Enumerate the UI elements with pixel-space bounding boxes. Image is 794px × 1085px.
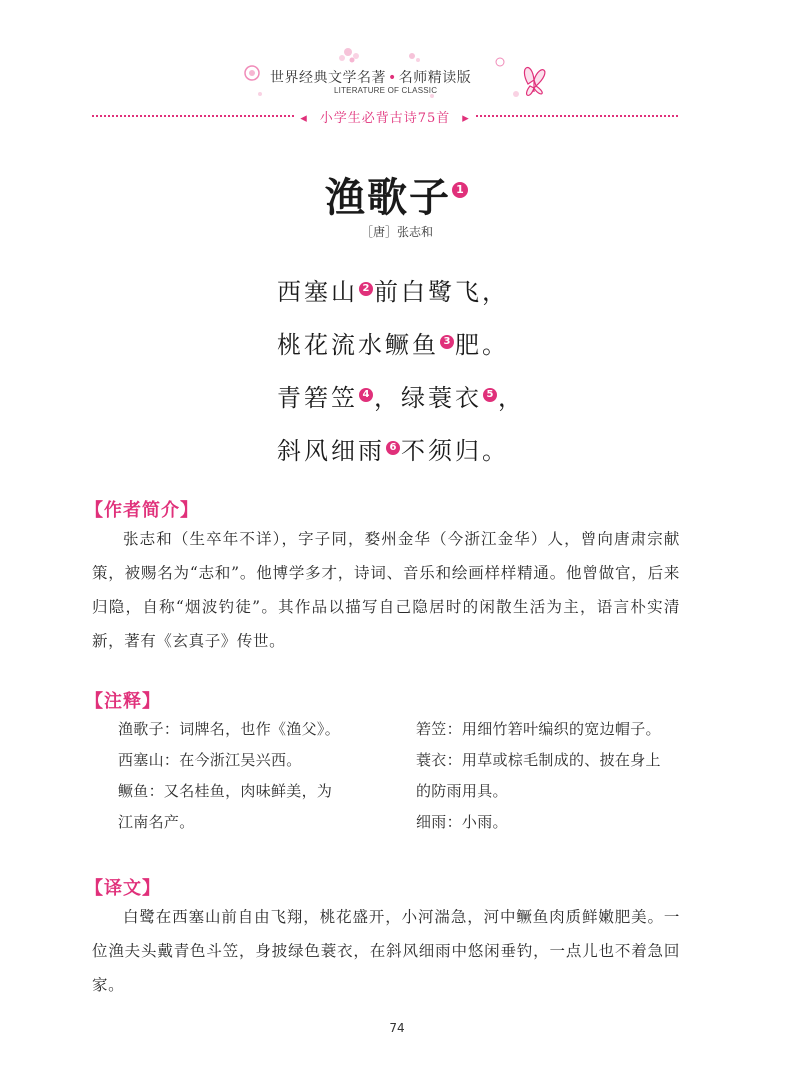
ribbon-label-wrap — [92, 107, 678, 126]
series-english: LITERATURE OF CLASSIC — [334, 86, 438, 95]
poem-text: 青箬笠 — [277, 384, 358, 412]
series-suffix: 名师精读版 — [398, 70, 472, 86]
note-item: 西塞山：在今浙江吴兴西。 — [118, 751, 302, 769]
series-title — [270, 67, 530, 87]
translation-paragraph — [92, 900, 680, 1002]
note-marker-3: 3 — [440, 335, 454, 349]
poem-text: ，绿蓑衣 — [374, 384, 482, 412]
poem-text: 前白鹭飞， — [374, 278, 509, 306]
page-header — [0, 0, 794, 130]
poem-line — [277, 431, 597, 484]
notes-right-column — [416, 714, 686, 838]
note-marker-5: 5 — [483, 388, 497, 402]
poem-line — [277, 378, 597, 431]
author-intro-paragraph — [92, 522, 680, 658]
note-marker-1: 1 — [452, 182, 468, 198]
book-title: 小学生必背古诗75首 — [314, 111, 457, 126]
poem-body — [277, 272, 597, 484]
note-marker-6: 6 — [386, 441, 400, 455]
translation-text: 白鹭在西塞山前自由飞翔，桃花盛开，小河湍急，河中鳜鱼肉质鲜嫩肥美。一位渔夫头戴青色斗笠，身披绿色蓑衣，在斜风细雨中悠闲垂钓，一点儿也不着急回家。 — [92, 908, 680, 994]
poem-text: 不须归。 — [401, 437, 509, 465]
poem-text: ， — [498, 384, 525, 412]
note-item: 江南名产。 — [118, 813, 195, 831]
poem-title — [0, 166, 794, 223]
poem-text: 桃花流水鳜鱼 — [277, 331, 439, 359]
note-marker-4: 4 — [359, 388, 373, 402]
poem-line — [277, 272, 597, 325]
poem-title-text: 渔歌子 — [325, 174, 451, 221]
poem-text: 西塞山 — [277, 278, 358, 306]
notes-heading: 【注释】 — [85, 691, 161, 712]
poem-text: 斜风细雨 — [277, 437, 385, 465]
note-item: 箬笠：用细竹箬叶编织的宽边帽子。 — [416, 720, 661, 738]
translation-heading: 【译文】 — [85, 878, 161, 899]
ribbon-left-ornament: ◂ — [294, 111, 314, 126]
poem-author: ［唐］张志和 — [360, 225, 433, 239]
page-number: 74 — [389, 1021, 405, 1035]
ribbon-right-ornament: ▸ — [456, 111, 476, 126]
author-intro-heading: 【作者简介】 — [85, 500, 199, 521]
note-item: 的防雨用具。 — [416, 782, 508, 800]
series-title-text: 世界经典文学名著 — [270, 70, 386, 86]
note-item: 蓑衣：用草或棕毛制成的、披在身上 — [416, 751, 661, 769]
separator-dot: • — [388, 70, 397, 86]
book-title-ribbon — [92, 107, 678, 126]
note-marker-2: 2 — [359, 282, 373, 296]
poem-text: 肥。 — [455, 331, 509, 359]
notes-left-column — [118, 714, 408, 838]
author-intro-text: 张志和（生卒年不详），字子同，婺州金华（今浙江金华）人，曾向唐肃宗献策，被赐名为“志和”。他博学多才，诗词、音乐和绘画样样精通。他曾做官，后来归隐，自称“烟波钓徒”。其作品以描写自己隐居时的闲散生活为主，语言朴实清新，著有《玄真子》传世。 — [92, 530, 680, 650]
poem-line — [277, 325, 597, 378]
note-item: 鳜鱼：又名桂鱼，肉味鲜美，为 — [118, 782, 333, 800]
note-item: 细雨：小雨。 — [416, 813, 508, 831]
note-item: 渔歌子：词牌名，也作《渔父》。 — [118, 720, 341, 738]
